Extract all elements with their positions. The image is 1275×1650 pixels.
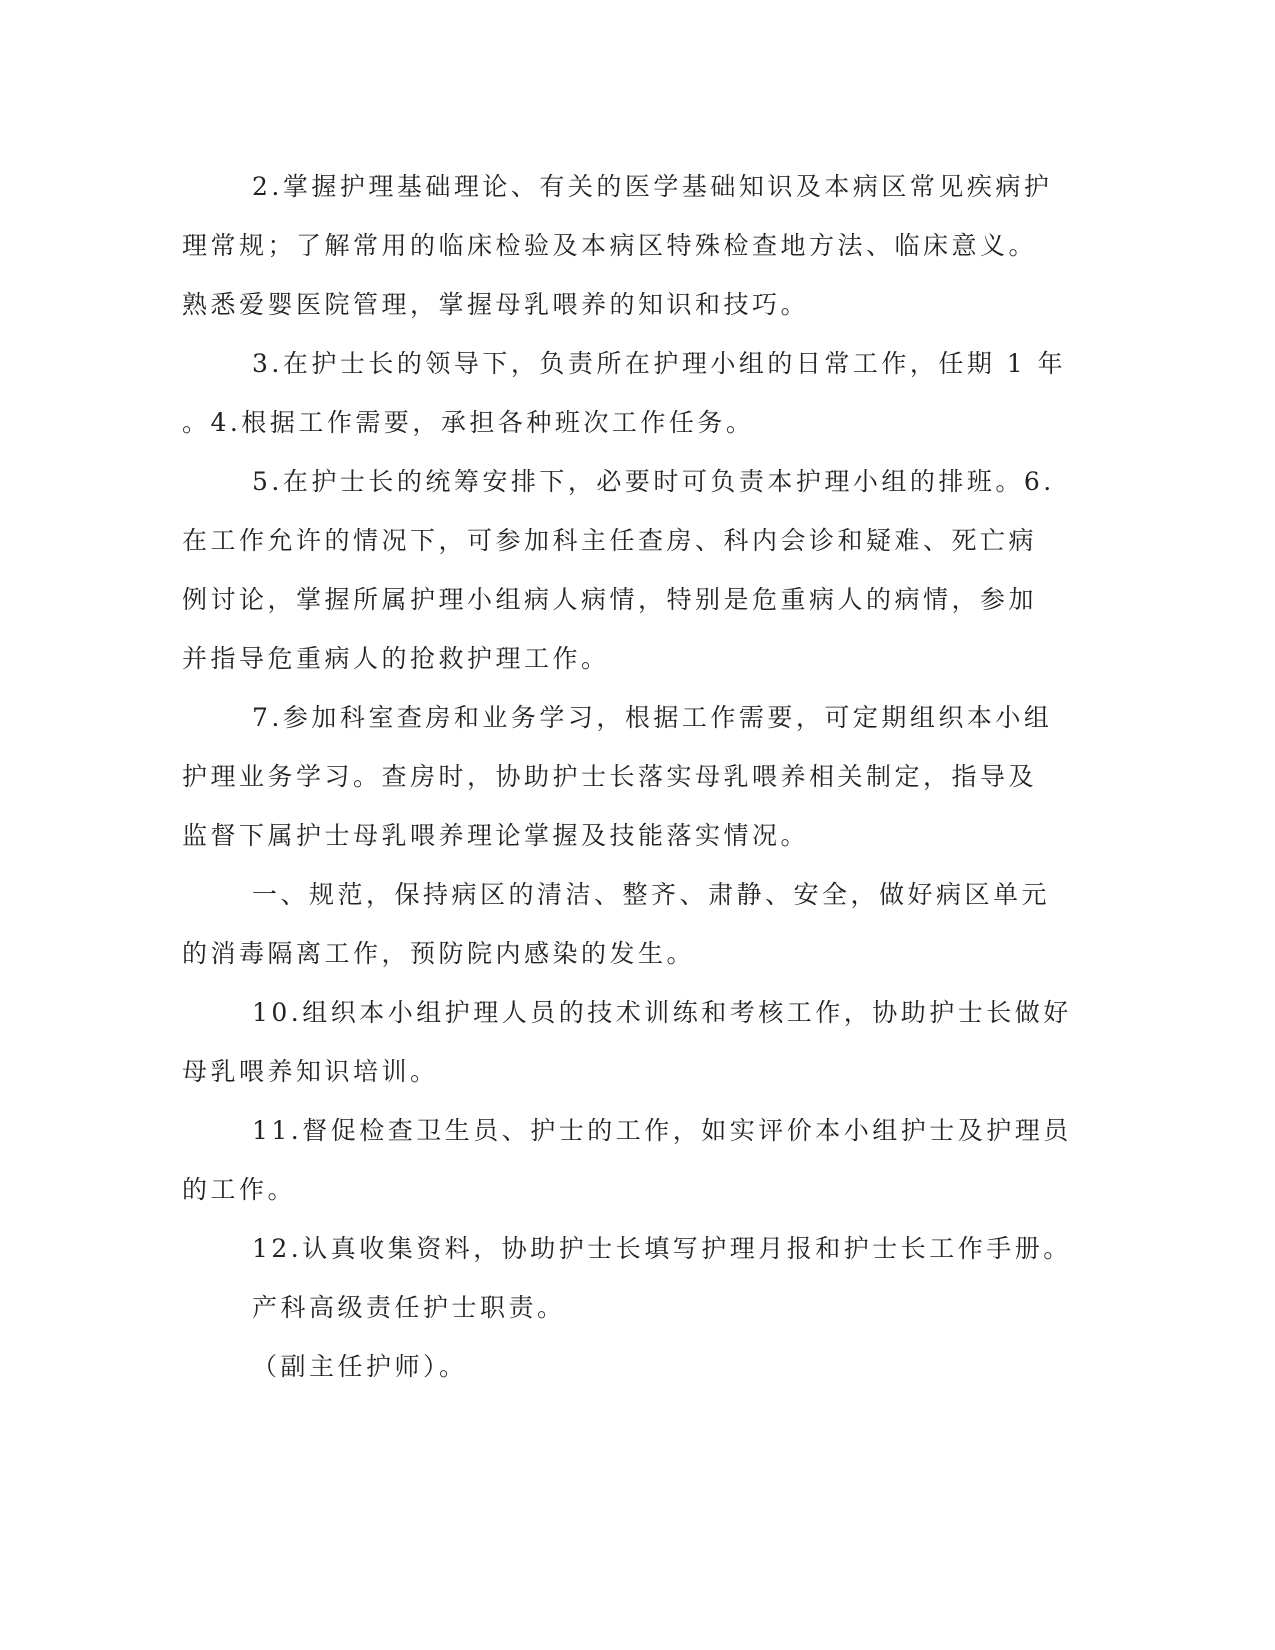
text-line: 产科高级责任护士职责。 — [252, 1293, 566, 1322]
text-line: 在工作允许的情况下，可参加科主任查房、科内会诊和疑难、死亡病 — [182, 526, 1038, 555]
text-line: 的消毒隔离工作，预防院内感染的发生。 — [182, 939, 696, 968]
text-line: （副主任护师）。 — [252, 1352, 468, 1381]
text-line: 2.掌握护理基础理论、有关的医学基础知识及本病区常见疾病护 — [252, 172, 1053, 201]
text-line: 11.督促检查卫生员、护士的工作，如实评价本小组护士及护理员 — [252, 1116, 1072, 1145]
text-line: 并指导危重病人的抢救护理工作。 — [182, 644, 610, 673]
text-line: 3.在护士长的领导下，负责所在护理小组的日常工作，任期 1 年 — [252, 349, 1067, 378]
text-line: 一、规范，保持病区的清洁、整齐、肃静、安全，做好病区单元 — [252, 880, 1051, 909]
text-line: 10.组织本小组护理人员的技术训练和考核工作，协助护士长做好 — [252, 998, 1072, 1027]
text-line: 7.参加科室查房和业务学习，根据工作需要，可定期组织本小组 — [252, 703, 1053, 732]
text-line: 12.认真收集资料，协助护士长填写护理月报和护士长工作手册。 — [252, 1234, 1072, 1263]
text-line: 例讨论，掌握所属护理小组病人病情，特别是危重病人的病情，参加 — [182, 585, 1038, 614]
text-line: 。4.根据工作需要，承担各种班次工作任务。 — [182, 408, 755, 437]
text-line: 理常规；了解常用的临床检验及本病区特殊检查地方法、临床意义。 — [182, 231, 1038, 260]
text-line: 护理业务学习。查房时，协助护士长落实母乳喂养相关制定，指导及 — [182, 762, 1038, 791]
text-line: 监督下属护士母乳喂养理论掌握及技能落实情况。 — [182, 821, 810, 850]
text-line: 的工作。 — [182, 1175, 297, 1204]
text-line: 熟悉爱婴医院管理，掌握母乳喂养的知识和技巧。 — [182, 290, 810, 319]
text-line: 母乳喂养知识培训。 — [182, 1057, 439, 1086]
text-line: 5.在护士长的统筹安排下，必要时可负责本护理小组的排班。6. — [252, 467, 1055, 496]
document-body — [182, 157, 1072, 1396]
